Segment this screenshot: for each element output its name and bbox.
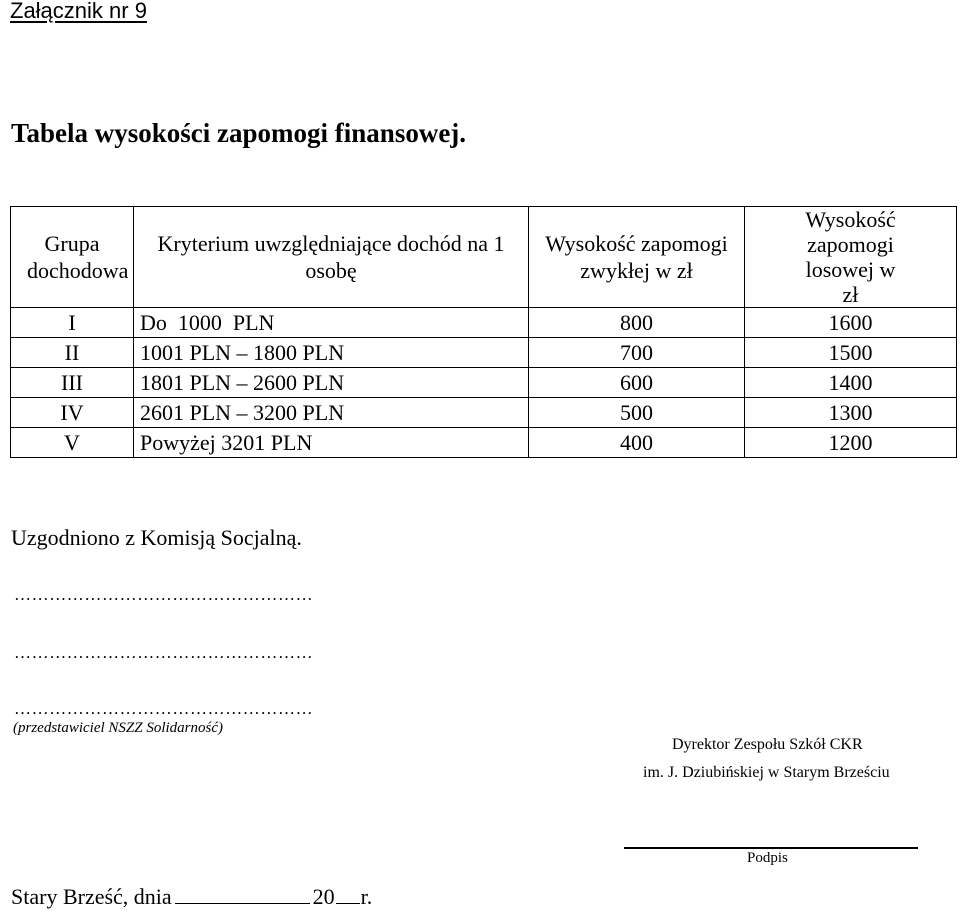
document-title: Tabela wysokości zapomogi finansowej. — [11, 118, 467, 148]
cell-regular: 400 — [529, 428, 745, 458]
year-prefix: 20 — [312, 884, 335, 909]
cell-group: III — [11, 368, 134, 398]
cell-random: 1600 — [745, 308, 957, 338]
school-name: im. J. Dziubińskiej w Starym Brześciu — [643, 764, 890, 781]
agreement-text: Uzgodniono z Komisją Socjalną. — [11, 525, 302, 550]
cell-random: 1200 — [745, 428, 957, 458]
table-row — [11, 368, 957, 398]
cell-group: V — [11, 428, 134, 458]
header-regular-allowance-text: Wysokość zapomogi zwykłej w zł — [545, 231, 728, 283]
table-row — [11, 308, 957, 338]
cell-random: 1500 — [745, 338, 957, 368]
cell-criterion: 2601 PLN – 3200 PLN — [134, 398, 529, 428]
header-income-group — [11, 207, 134, 308]
table-row — [11, 428, 957, 458]
representative-caption: (przedstawiciel NSZZ Solidarność) — [13, 720, 224, 736]
cell-regular: 700 — [529, 338, 745, 368]
header-criterion — [134, 207, 529, 308]
cell-criterion: 1801 PLN – 2600 PLN — [134, 368, 529, 398]
date-blank — [175, 902, 310, 904]
header-random-allowance — [745, 207, 957, 308]
cell-group: I — [11, 308, 134, 338]
cell-criterion: 1001 PLN – 1800 PLN — [134, 338, 529, 368]
cell-regular: 600 — [529, 368, 745, 398]
place-date-line — [11, 884, 372, 910]
signature-dots-3: …………………………………………… — [14, 699, 314, 718]
place-prefix: Stary Brześć, dnia — [11, 884, 172, 909]
cell-random: 1400 — [745, 368, 957, 398]
signature-dots-1: …………………………………………… — [14, 585, 314, 604]
cell-random: 1300 — [745, 398, 957, 428]
director-title: Dyrektor Zespołu Szkół CKR — [672, 736, 863, 753]
allowance-table — [10, 206, 957, 458]
header-income-group-text: Grupa dochodowa — [27, 231, 129, 283]
signature-line — [624, 847, 918, 849]
cell-group: IV — [11, 398, 134, 428]
signature-dots-2: …………………………………………… — [14, 643, 314, 662]
year-suffix: r. — [360, 884, 373, 909]
signature-caption: Podpis — [747, 850, 788, 866]
year-blank — [336, 902, 360, 904]
header-regular-allowance — [529, 207, 745, 308]
header-criterion-text: Kryterium uwzględniające dochód na 1 osobę — [157, 231, 505, 283]
cell-criterion: Powyżej 3201 PLN — [134, 428, 529, 458]
table-row — [11, 338, 957, 368]
cell-regular: 500 — [529, 398, 745, 428]
cell-regular: 800 — [529, 308, 745, 338]
table-header-row — [11, 207, 957, 308]
cell-criterion: Do 1000 PLN — [134, 308, 529, 338]
header-random-allowance-text: Wysokość zapomogi losowej w zł — [805, 207, 896, 307]
table-row — [11, 398, 957, 428]
annex-number: Załącznik nr 9 — [10, 0, 147, 23]
cell-group: II — [11, 338, 134, 368]
